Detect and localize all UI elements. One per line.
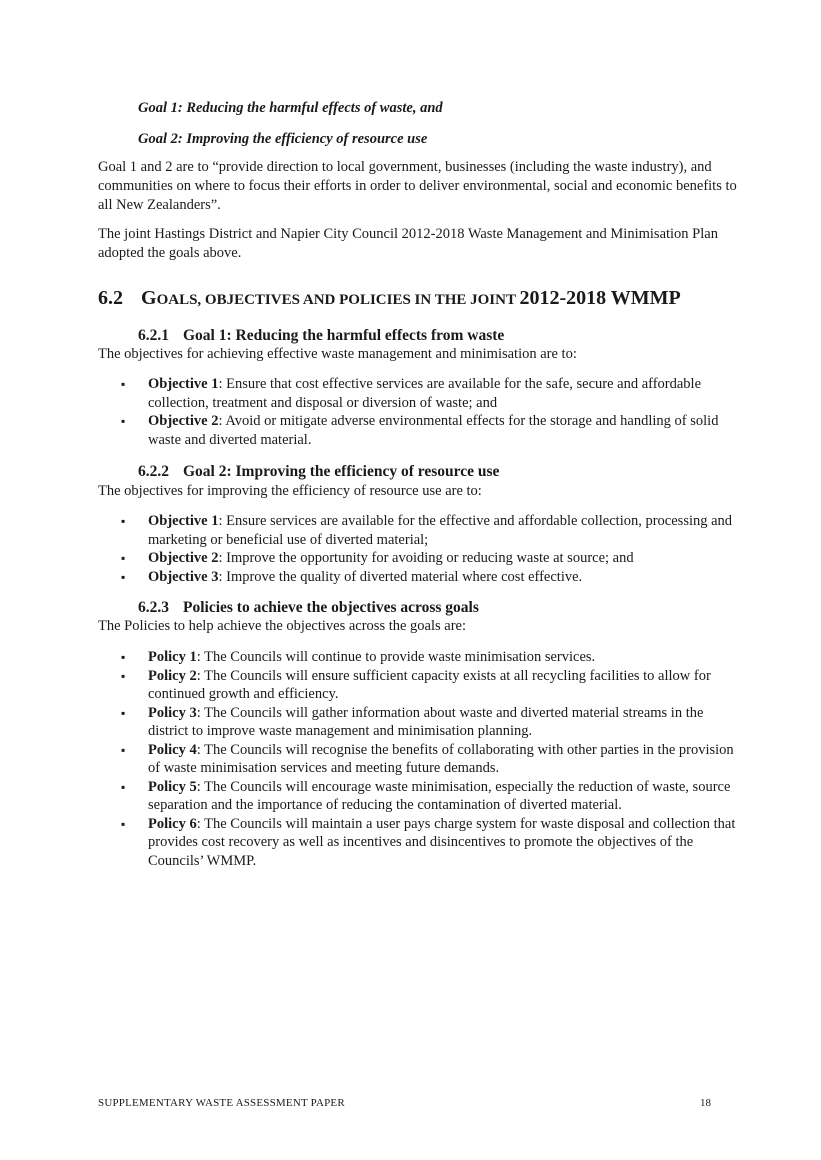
goal-2-line: Goal 2: Improving the efficiency of resource use: [138, 131, 428, 147]
bullet-icon: ▪: [121, 668, 126, 683]
objectives-list-goal-1: [98, 375, 738, 449]
list-item: ▪ Objective 1: Ensure services are available for the effective and affordable collection, processing and marketing or beneficial use of diverted material;: [121, 513, 733, 548]
bullet-icon: ▪: [121, 742, 126, 757]
subsection-intro-6-2-3: The Policies to help achieve the objectives across the goals are:: [98, 618, 467, 634]
subsection-intro-6-2-1: The objectives for achieving effective waste management and minimisation are to:: [98, 346, 577, 362]
bullet-icon: ▪: [121, 779, 126, 794]
adoption-paragraph: The joint Hastings District and Napier City Council 2012-2018 Waste Management and Minimisation Plan adopted the goals above.: [98, 226, 718, 261]
list-item: ▪ Policy 4: The Councils will recognise the benefits of collaborating with other parties in the provision of waste minimisation services and meeting future demands.: [121, 741, 734, 776]
goal-1-line: Goal 1: Reducing the harmful effects of waste, and: [138, 100, 443, 116]
subsection-heading-6-2-3: 6.2.3 Policies to achieve the objectives across goals: [138, 599, 479, 616]
bullet-icon: ▪: [121, 414, 126, 428]
list-item: ▪ Policy 3: The Councils will gather information about waste and diverted material streams in the district to improve waste management and minimisation planning.: [121, 704, 704, 739]
footer-title: SUPPLEMENTARY WASTE ASSESSMENT PAPER: [98, 1097, 345, 1109]
list-item: ▪ Policy 6: The Councils will maintain a user pays charge system for waste disposal and collection that provides cost recovery as well as incentives and disincentives to promote the objectives of the Councils’ WMMP.: [121, 815, 736, 869]
bullet-icon: ▪: [121, 377, 126, 391]
page-number: 18: [700, 1097, 711, 1109]
list-item: ▪ Policy 5: The Councils will encourage waste minimisation, especially the reduction of waste, source separation and the importance of reducing the contamination of diverted material.: [121, 778, 731, 813]
bullet-icon: ▪: [121, 514, 126, 528]
subsection-heading-6-2-2: 6.2.2 Goal 2: Improving the efficiency of resource use: [138, 463, 500, 480]
list-item: ▪ Policy 1: The Councils will continue to provide waste minimisation services.: [121, 649, 596, 665]
list-item: ▪ Policy 2: The Councils will ensure sufficient capacity exists at all recycling facilities to allow for continued growth and efficiency.: [121, 667, 711, 702]
list-item: ▪ Objective 3: Improve the quality of diverted material where cost effective.: [121, 568, 583, 585]
objectives-list-goal-2: [98, 512, 738, 586]
list-item: ▪ Objective 1: Ensure that cost effective services are available for the safe, secure and affordable collection, treatment and disposal or diversion of waste; and: [121, 376, 702, 411]
bullet-icon: ▪: [121, 816, 126, 831]
bullet-icon: ▪: [121, 650, 126, 664]
goals-description-paragraph: Goal 1 and 2 are to “provide direction to local government, businesses (including the waste industry), and communities on where to focus their efforts in order to deliver environmental, social and economic benefits to all New Zealanders”.: [98, 159, 737, 213]
subsection-heading-6-2-1: 6.2.1 Goal 1: Reducing the harmful effects from waste: [138, 327, 505, 344]
list-item: ▪ Objective 2: Improve the opportunity for avoiding or reducing waste at source; and: [121, 550, 634, 566]
policies-list: [98, 648, 738, 870]
list-item: ▪ Objective 2: Avoid or mitigate adverse environmental effects for the storage and handling of solid waste and diverted material.: [121, 413, 719, 448]
section-number: 6.2: [98, 287, 123, 309]
subsection-intro-6-2-2: The objectives for improving the efficiency of resource use are to:: [98, 483, 482, 499]
bullet-icon: ▪: [121, 705, 126, 720]
section-heading: 6.2 GOALS, OBJECTIVES AND POLICIES IN THE JOINT 2012-2018 WMMP: [98, 287, 681, 309]
bullet-icon: ▪: [121, 569, 126, 584]
bullet-icon: ▪: [121, 551, 126, 565]
